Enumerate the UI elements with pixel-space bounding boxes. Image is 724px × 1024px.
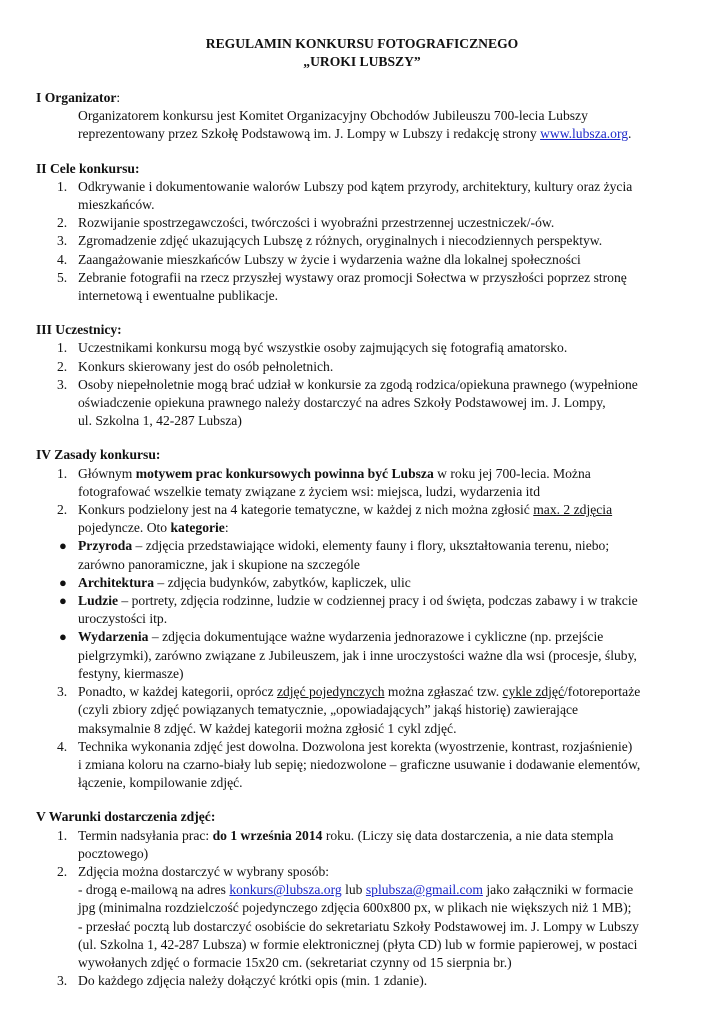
text-line — [78, 412, 718, 430]
text-line — [78, 251, 718, 269]
item-number: 3. — [57, 376, 68, 392]
text-run: – zdjęcia budynków, zabytków, kapliczek, ulic — [154, 574, 411, 590]
list-item — [36, 683, 718, 738]
section-list — [36, 465, 724, 793]
list-item — [36, 269, 718, 305]
text-line — [78, 918, 718, 936]
text-run: pocztowego) — [78, 845, 149, 861]
section — [36, 808, 724, 990]
bold-text: Ludzie — [78, 593, 119, 609]
text-line — [78, 574, 718, 592]
text-line — [78, 845, 718, 863]
item-number: 2. — [57, 502, 68, 518]
list-item — [36, 339, 718, 357]
text-run: maksymalnie 8 zdjęć. W każdej kategorii można zgłosić 1 cykl zdjęć. — [78, 720, 457, 736]
section-heading-text: I Organizator — [36, 90, 117, 105]
section-paragraph — [36, 107, 718, 143]
bullet-marker: ● — [59, 629, 67, 645]
text-line — [78, 972, 718, 990]
text-line — [78, 556, 718, 574]
item-number: 1. — [57, 178, 68, 194]
text-run: Głównym — [78, 465, 136, 481]
section-heading-text: V Warunki dostarczenia zdjęć: — [36, 809, 216, 825]
list-item — [36, 178, 718, 214]
text-line — [78, 683, 718, 701]
section-heading-text: II Cele konkursu: — [36, 160, 140, 176]
text-line — [78, 339, 718, 357]
list-item — [36, 251, 718, 269]
section-heading — [36, 160, 724, 178]
text-line — [78, 899, 718, 917]
list-item — [36, 863, 718, 972]
text-line — [78, 376, 718, 394]
item-number: 2. — [57, 358, 68, 374]
text-run: (ul. Szkolna 1, 42-287 Lubsza) w formie elektronicznej (płyta CD) lub w formie papierowej, w postaci — [78, 936, 638, 952]
document-title — [0, 35, 724, 71]
section-list — [36, 178, 724, 305]
bold-text: Wydarzenia — [78, 629, 149, 645]
bullet-marker: ● — [59, 538, 67, 554]
list-item — [36, 972, 718, 990]
text-run: - drogą e-mailową na adres — [78, 882, 230, 898]
text-run: jpg (minimalna rozdzielczość pojedynczego zdjęcia 600x800 px, w plikach nie większych niż 1 MB); — [78, 900, 632, 916]
text-line — [78, 592, 718, 610]
text-run: – zdjęcia przedstawiające widoki, elementy fauny i flory, ukształtowania terenu, niebo; — [132, 538, 610, 554]
text-line — [78, 756, 718, 774]
bullet-marker: ● — [59, 574, 67, 590]
bullet-item — [36, 592, 718, 628]
item-number: 2. — [57, 863, 68, 879]
text-line — [78, 107, 718, 125]
section-heading — [36, 321, 724, 339]
list-item — [36, 214, 718, 232]
text-run: Termin nadsyłania prac: — [78, 827, 213, 843]
text-line — [78, 196, 718, 214]
list-item — [36, 232, 718, 250]
bold-text: Przyroda — [78, 538, 133, 554]
text-run: /fotoreportaże — [564, 684, 641, 700]
bold-text: do 1 września 2014 — [212, 827, 323, 843]
text-run: łączenie, kompilowanie zdjęć. — [78, 775, 243, 791]
text-run: pojedyncze. Oto — [78, 520, 171, 536]
list-item — [36, 376, 718, 431]
text-line — [78, 628, 718, 646]
item-number: 1. — [57, 340, 68, 356]
text-run: Zgromadzenie zdjęć ukazujących Lubszę z różnych, oryginalnych i niecodziennych perspektyw. — [78, 233, 603, 249]
text-line — [78, 774, 718, 792]
text-line — [78, 936, 718, 954]
text-run: – zdjęcia dokumentujące ważne wydarzenia jednorazowe i cykliczne (np. przejście — [148, 629, 604, 645]
text-run: Konkurs podzielony jest na 4 kategorie tematyczne, w każdej z nich można zgłosić — [78, 502, 534, 518]
list-item — [36, 358, 718, 376]
text-run: Do każdego zdjęcia należy dołączyć krótki opis (min. 1 zdanie). — [78, 973, 428, 989]
item-number: 5. — [57, 269, 68, 285]
text-run: Odkrywanie i dokumentowanie walorów Lubszy pod kątem przyrody, architektury, kultury oraz życia — [78, 178, 633, 194]
text-line — [78, 125, 718, 143]
text-line — [78, 827, 718, 845]
section — [36, 321, 724, 430]
item-number: 3. — [57, 233, 68, 249]
item-number: 2. — [57, 215, 68, 231]
list-item — [36, 465, 718, 501]
text-line — [78, 738, 718, 756]
text-run: Rozwijanie spostrzegawczości, twórczości i wyobraźni przestrzennej uczestniczek/-ów. — [78, 215, 555, 231]
text-run: Technika wykonania zdjęć jest dowolna. Dozwolona jest korekta (wyostrzenie, kontrast, rozjaśnienie) — [78, 738, 633, 754]
text-run: mieszkańców. — [78, 197, 155, 213]
bullet-item — [36, 574, 718, 592]
bullet-item — [36, 628, 718, 683]
text-line — [78, 665, 718, 683]
text-run: internetową i ewentualne publikacje. — [78, 288, 279, 304]
bold-text: Architektura — [78, 574, 155, 590]
text-run: Uczestnikami konkursu mogą być wszystkie osoby zajmujących się fotografią amatorsko. — [78, 340, 568, 356]
link[interactable]: www.lubsza.org — [540, 126, 629, 142]
text-run: Zdjęcia można dostarczyć w wybrany sposób: — [78, 863, 330, 879]
regulation-sections — [36, 89, 724, 990]
link[interactable]: splubsza@gmail.com — [365, 882, 483, 898]
text-line — [78, 465, 718, 483]
text-run: można zgłaszać tzw. — [384, 684, 503, 700]
text-line — [78, 269, 718, 287]
text-run: - przesłać pocztą lub dostarczyć osobiście do sekretariatu Szkoły Podstawowej im. J. Lompy w Lubszy — [78, 918, 639, 934]
item-number: 3. — [57, 684, 68, 700]
section-heading — [36, 808, 724, 826]
item-number: 1. — [57, 827, 68, 843]
text-line — [78, 610, 718, 628]
section-heading-text: III Uczestnicy: — [36, 322, 122, 338]
text-line — [78, 537, 718, 555]
text-run: roku. (Liczy się data dostarczenia, a nie data stempla — [322, 827, 614, 843]
text-run: fotografować wszelkie tematy związane z życiem wsi: miejsca, ludzi, wydarzenia itd — [78, 483, 540, 499]
bullet-item — [36, 537, 718, 573]
text-line — [78, 358, 718, 376]
section-heading — [36, 89, 724, 107]
item-number: 1. — [57, 465, 68, 481]
section-heading-suffix: : — [116, 90, 121, 105]
text-run: . — [628, 126, 632, 142]
text-line — [78, 178, 718, 196]
text-line — [78, 394, 718, 412]
text-run: pielgrzymki), zarówno związane z Jubileuszem, jak i inne uroczystości ważne dla wsi (procesje, śluby, — [78, 647, 637, 663]
item-number: 3. — [57, 973, 68, 989]
section-list — [36, 827, 724, 991]
section — [36, 160, 724, 306]
text-run: Konkurs skierowany jest do osób pełnoletnich. — [78, 358, 334, 374]
text-run: (czyli zbiory zdjęć powiązanych tematycznie, „opowiadających” jakąś historię) zawierające — [78, 702, 579, 718]
text-run: uroczystości itp. — [78, 611, 168, 627]
text-run: lub — [341, 882, 366, 898]
bold-text: kategorie — [170, 520, 225, 536]
text-line — [78, 701, 718, 719]
text-run: Zaangażowanie mieszkańców Lubszy w życie i wydarzenia ważne dla lokalnej społeczności — [78, 251, 581, 267]
link[interactable]: konkurs@lubsza.org — [229, 882, 342, 898]
title-line-1: REGULAMIN KONKURSU FOTOGRAFICZNEGO — [205, 36, 519, 51]
text-line — [78, 954, 718, 972]
text-run: Organizatorem konkursu jest Komitet Organizacyjny Obchodów Jubileuszu 700-lecia Lubszy — [78, 108, 588, 124]
underlined-text: zdjęć pojedynczych — [276, 684, 385, 700]
section-list — [36, 339, 724, 430]
text-line — [78, 214, 718, 232]
text-line — [78, 720, 718, 738]
text-run: zarówno panoramiczne, jak i skupione na szczególe — [78, 556, 360, 572]
underlined-text: cykle zdjęć — [502, 684, 565, 700]
text-line — [78, 232, 718, 250]
item-number: 4. — [57, 251, 68, 267]
title-line-2: „UROKI LUBSZY” — [303, 54, 421, 69]
text-run: – portrety, zdjęcia rodzinne, ludzie w codziennej pracy i od święta, podczas zabawy i w trakcie — [118, 593, 638, 609]
text-run: i zmiana koloru na czarno-biały lub sepię; niedozwolone – graficzne usuwanie i dodawanie elementów, — [78, 756, 641, 772]
bold-text: motywem prac konkursowych powinna być Lubsza — [135, 465, 434, 481]
text-run: festyny, kiermasze) — [78, 665, 184, 681]
underlined-text: max. 2 zdjęcia — [533, 502, 613, 518]
text-run: oświadczenie opiekuna prawnego należy dostarczyć na adres Szkoły Podstawowej im. J. Lompy, — [78, 395, 606, 411]
list-item — [36, 501, 718, 537]
text-run: reprezentowany przez Szkołę Podstawową im. J. Lompy w Lubszy i redakcję strony — [78, 126, 541, 142]
text-run: : — [224, 520, 229, 536]
bullet-marker: ● — [59, 593, 67, 609]
text-run: jako załączniki w formacie — [482, 882, 634, 898]
list-item — [36, 827, 718, 863]
text-line — [78, 287, 718, 305]
text-line — [78, 881, 718, 899]
text-run: Zebranie fotografii na rzecz przyszłej wystawy oraz promocji Sołectwa w przyszłości poprzez stronę — [78, 269, 627, 285]
section-heading-text: IV Zasady konkursu: — [36, 447, 161, 463]
text-line — [78, 483, 718, 501]
text-line — [78, 863, 718, 881]
section — [36, 89, 724, 144]
text-run: Osoby niepełnoletnie mogą brać udział w konkursie za zgodą rodzica/opiekuna prawnego (wypełnione — [78, 376, 638, 392]
text-run: ul. Szkolna 1, 42-287 Lubsza) — [78, 413, 242, 429]
item-number: 4. — [57, 738, 68, 754]
list-item — [36, 738, 718, 793]
section-heading — [36, 446, 724, 464]
text-run: Ponadto, w każdej kategorii, oprócz — [78, 684, 277, 700]
text-run: wywołanych zdjęć o formacie 15x20 cm. (sekretariat czynny od 15 sierpnia br.) — [78, 954, 512, 970]
text-line — [78, 647, 718, 665]
text-line — [78, 519, 718, 537]
section — [36, 446, 724, 792]
text-run: w roku jej 700-lecia. Można — [433, 465, 591, 481]
text-line — [78, 501, 718, 519]
